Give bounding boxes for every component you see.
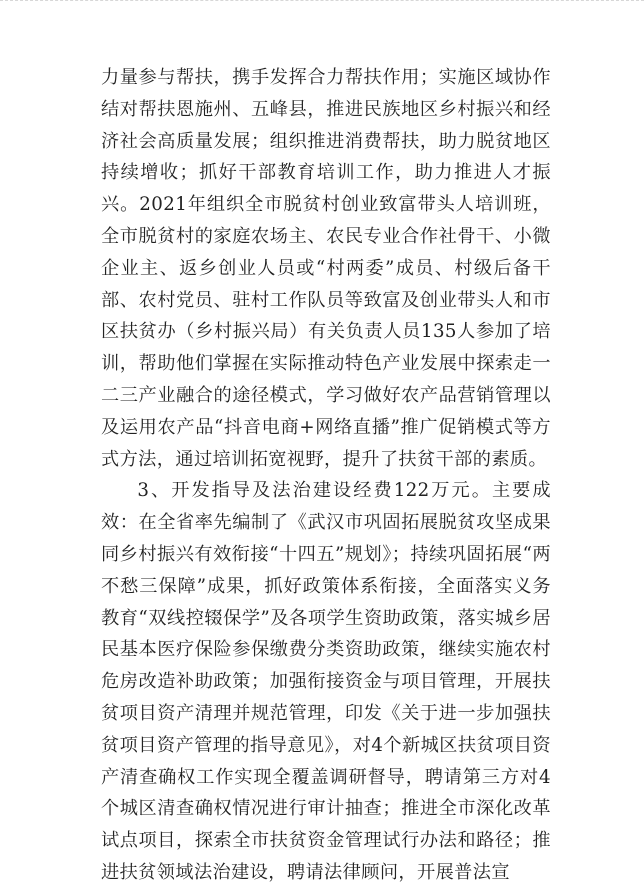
paragraph-continuation: 力量参与帮扶，携手发挥合力帮扶作用；实施区域协作结对帮扶恩施州、五峰县，推进民族地区乡村振兴和经济社会高质量发展；组织推进消费帮扶，助力脱贫地区持续增收；抓好干部教育培训工作，助力推进人才振兴。2021年组织全市脱贫村创业致富带头人培训班，全市脱贫村的家庭农场主、农民专业合作社骨干、小微企业主、返乡创业人员或“村两委”成员、村级后备干部、农村党员、驻村工作队员等致富及创业带头人和市区扶贫办（乡村振兴局）有关负责人员135人参加了培训，帮助他们掌握在实际推动特色产业发展中探索走一二三产业融合的途径模式，学习做好农产品营销管理以及运用农产品“抖音电商+网络直播”推广促销模式等方式方法，通过培训拓宽视野，提升了扶贫干部的素质。 [101,67,551,470]
page-top-border [0,0,644,1]
paragraph-section-3: 3、开发指导及法治建设经费122万元。主要成效：在全省率先编制了《武汉市巩固拓展脱贫攻坚成果同乡村振兴有效衔接“十四五”规划》；持续巩固拓展“两不愁三保障”成果，抓好政策体系衔接，全面落实义务教育“双线控辍保学”及各项学生资助政策，落实城乡居民基本医疗保险参保缴费分类资助政策，继续实施农村危房改造补助政策；加强衔接资金与项目管理，开展扶贫项目资产清理并规范管理，印发《关于进一步加强扶贫项目资产管理的指导意见》，对4个新城区扶贫项目资产清查确权工作实现全覆盖调研督导，聘请第三方对4个城区清查确权情况进行审计抽查；推进全市深化改革试点项目，探索全市扶贫资金管理试行办法和路径；推进扶贫领域法治建设，聘请法律顾问，开展普法宣 [101,480,551,883]
document-body [101,62,551,889]
